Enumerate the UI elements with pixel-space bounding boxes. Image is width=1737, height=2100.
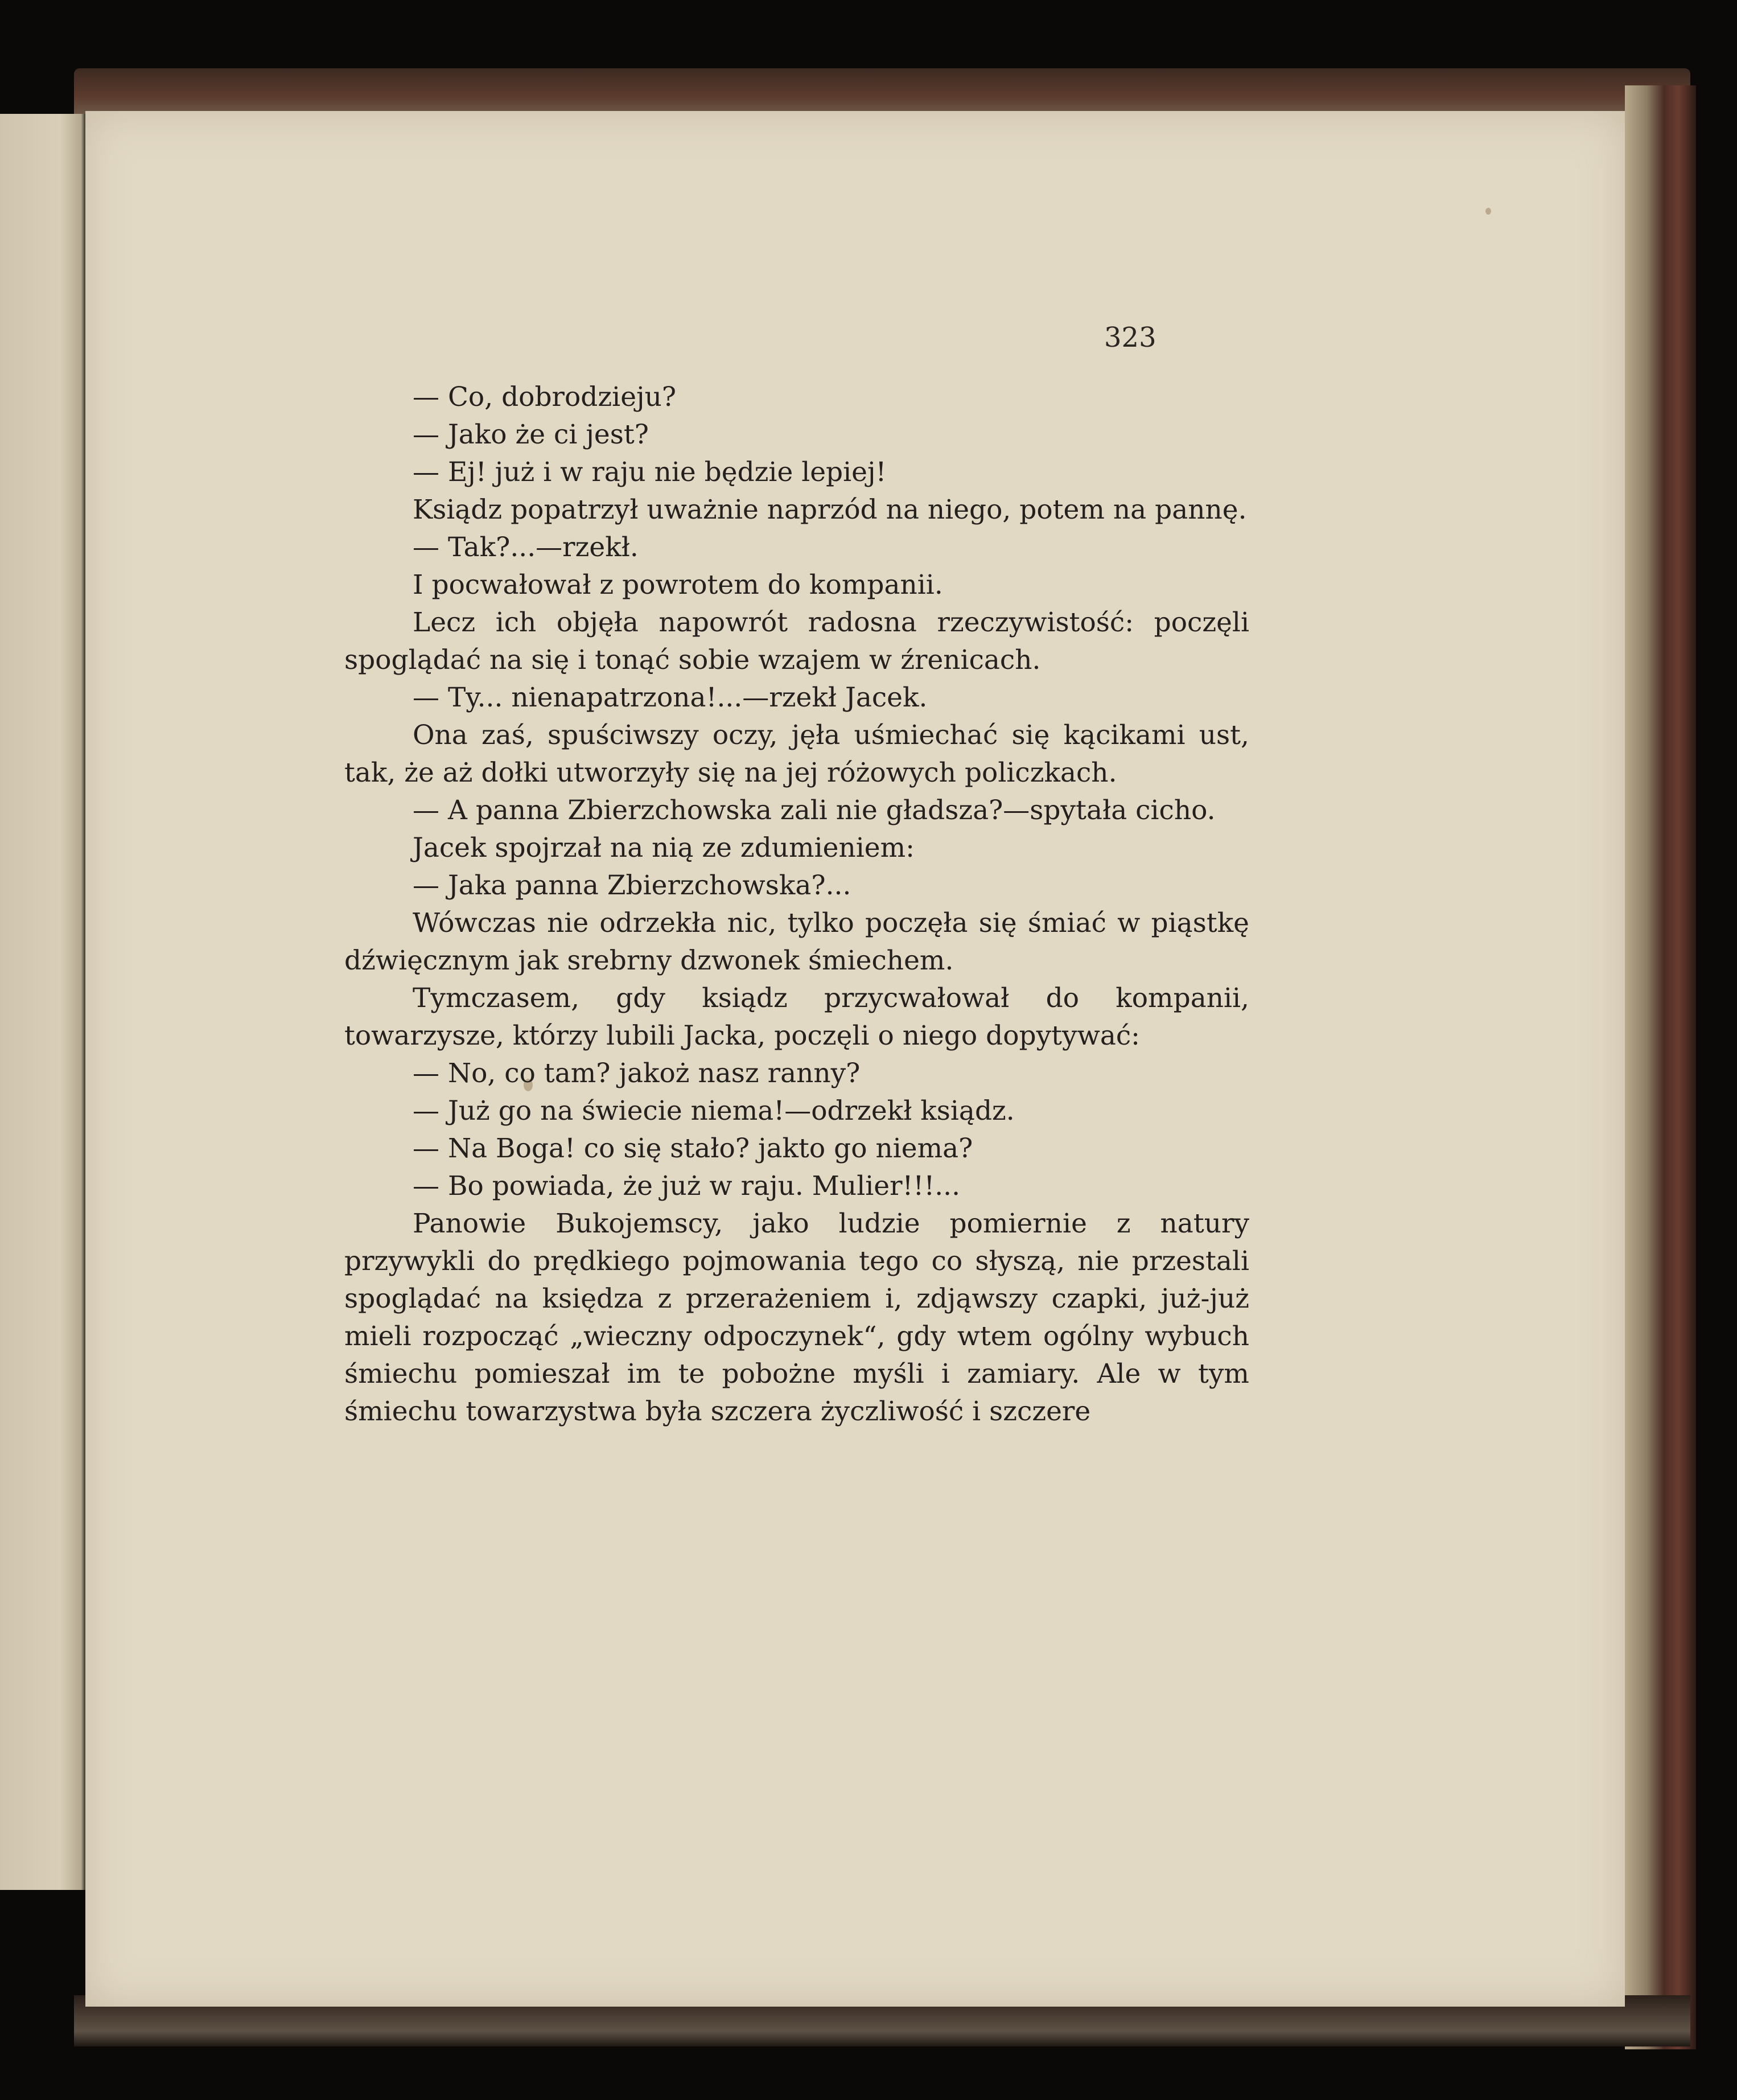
page-number: 323 xyxy=(1104,322,1156,354)
paper-spot xyxy=(1485,208,1491,215)
paragraph: Lecz ich objęła napowrót radosna rzeczywistość: poczęli spoglądać na się i tonąć sobie wzajem w źrenicach. xyxy=(344,607,1249,676)
paragraph: Ksiądz popatrzył uważnie naprzód na niego, potem na pannę. xyxy=(413,494,1247,525)
paragraph: I pocwałował z powrotem do kompanii. xyxy=(413,569,943,601)
paragraph: — Na Boga! co się stało? jakto go niema? xyxy=(413,1133,973,1164)
paragraph: — Bo powiada, że już w raju. Mulier!!!... xyxy=(413,1170,961,1202)
paragraph: — Jako że ci jest? xyxy=(413,419,649,450)
paragraph: Jacek spojrzał na nią ze zdumieniem: xyxy=(413,832,915,864)
paragraph: — Ej! już i w raju nie będzie lepiej! xyxy=(413,457,887,488)
paragraph: — Już go na świecie niema!—odrzekł ksiądz. xyxy=(413,1095,1015,1127)
paragraph: — Jaka panna Zbierzchowska?... xyxy=(413,870,851,901)
paragraph: — No, co tam? jakoż nasz ranny? xyxy=(413,1058,861,1089)
paragraph: — A panna Zbierzchowska zali nie gładsza?—spytała cicho. xyxy=(413,795,1216,826)
paragraph: Wówczas nie odrzekła nic, tylko poczęła się śmiać w piąstkę dźwięcznym jak srebrny dzwonek śmiechem. xyxy=(344,907,1249,976)
body-text xyxy=(344,379,1249,1431)
paragraph: — Tak?...—rzekł. xyxy=(413,532,639,563)
paragraph: Ona zaś, spuściwszy oczy, jęła uśmiechać się kącikami ust, tak, że aż dołki utworzyły się na jej różowych policzkach. xyxy=(344,720,1249,788)
paragraph: — Co, dobrodzieju? xyxy=(413,381,677,413)
paragraph: Panowie Bukojemscy, jako ludzie pomiernie z natury przywykli do prędkiego pojmowania tego co słyszą, nie przestali spoglądać na księdza z przerażeniem i, zdjąwszy czapki, już-już mieli rozpocząć „wieczny odpoczynek“, gdy wtem ogólny wybuch śmiechu pomieszał im te pobożne myśli i zamiary. Ale w tym śmiechu towarzystwa była szczera życzliwość i szczere xyxy=(344,1208,1249,1427)
book-page xyxy=(85,111,1625,2007)
book-binding-right xyxy=(1625,85,1696,2049)
paragraph: — Ty... nienapatrzona!...—rzekł Jacek. xyxy=(413,682,928,713)
left-page-edge xyxy=(0,114,85,1890)
paragraph: Tymczasem, gdy ksiądz przycwałował do kompanii, towarzysze, którzy lubili Jacka, poczęli o niego dopytywać: xyxy=(344,983,1249,1051)
